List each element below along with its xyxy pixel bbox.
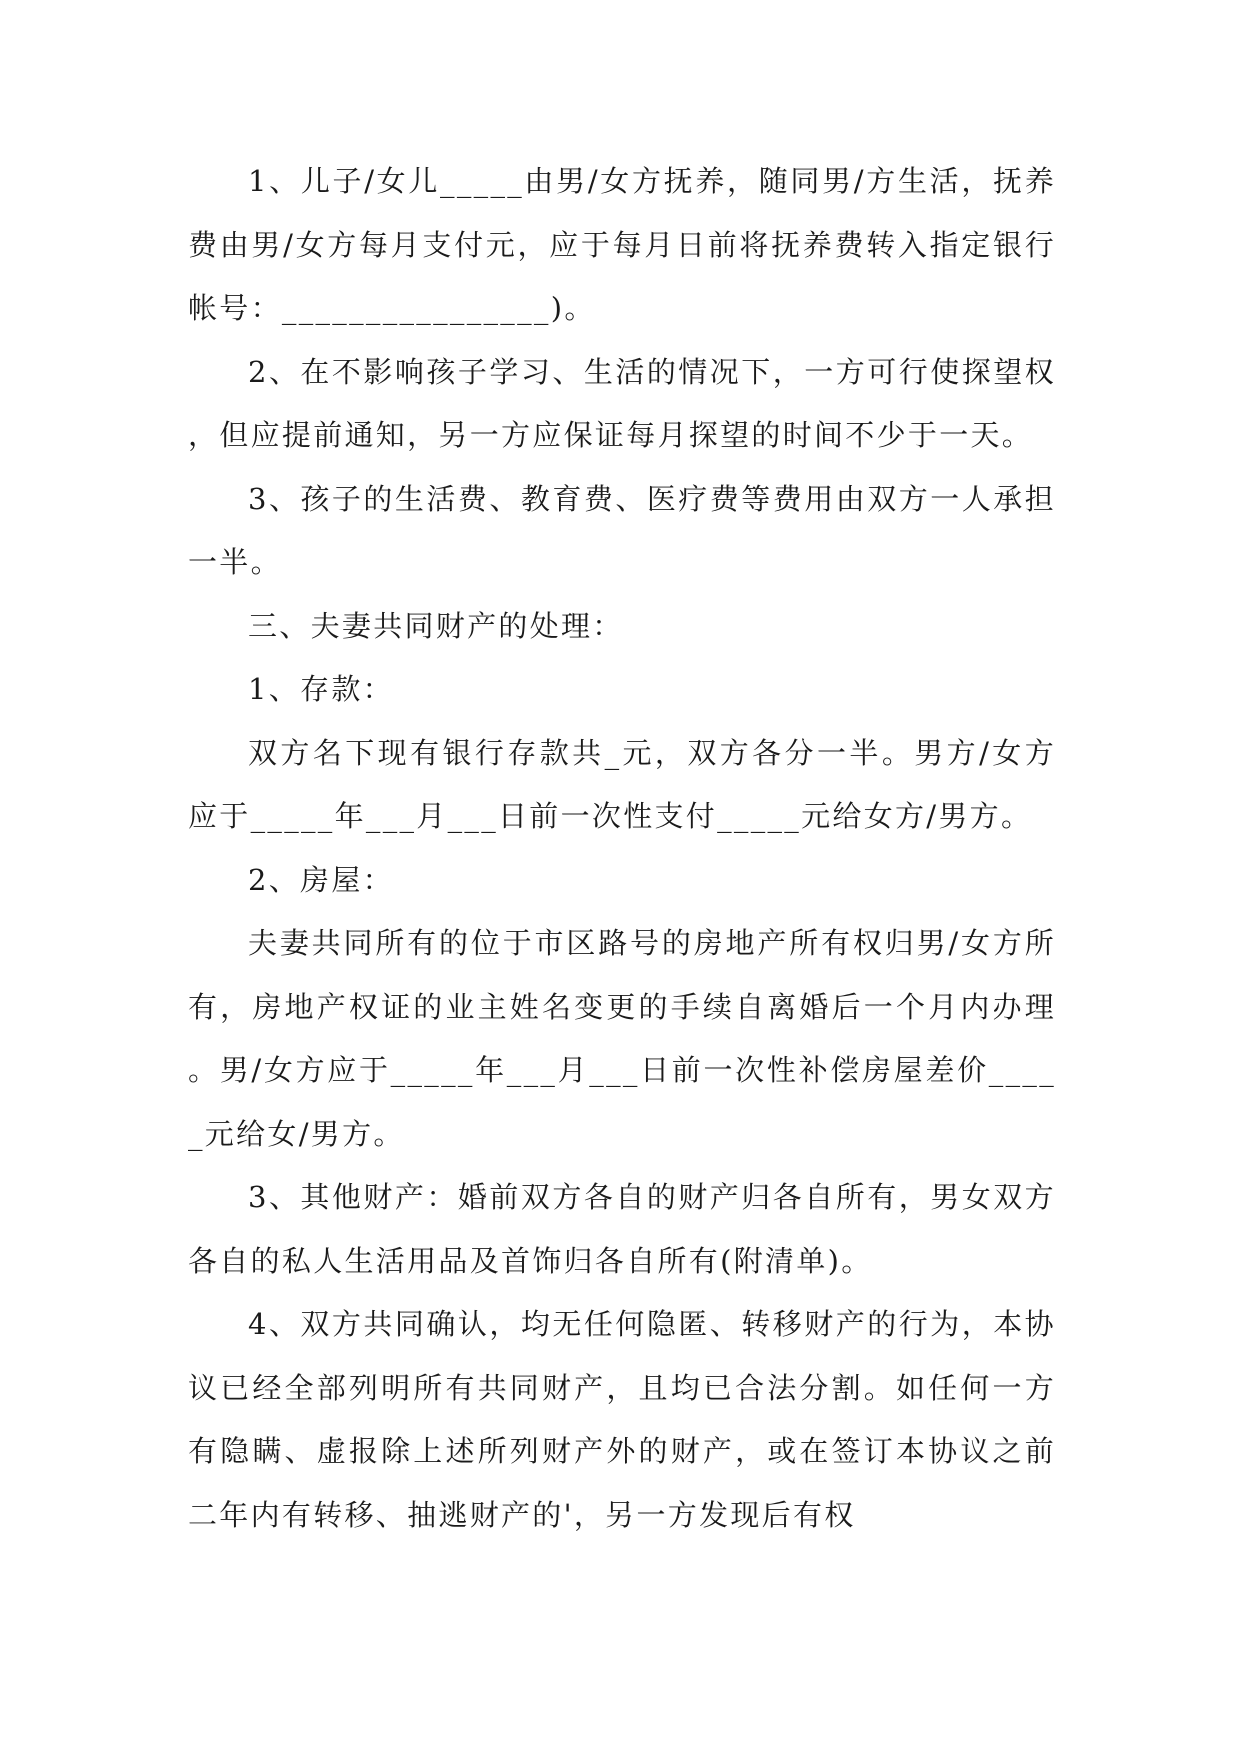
paragraph-child-custody: 1、儿子/女儿_____由男/女方抚养，随同男/方生活，抚养费由男/女方每月支付元，应于每月日前将抚养费转入指定银行帐号：________________)。: [188, 164, 1056, 325]
paragraph-other-property: 3、其他财产：婚前双方各自的财产归各自所有，男女双方各自的私人生活用品及首饰归各自所有(附清单)。: [188, 1180, 1056, 1278]
paragraph-housing: 夫妻共同所有的位于市区路号的房地产所有权归男/女方所有，房地产权证的业主姓名变更的手续自离婚后一个月内办理。男/女方应于_____年___月___日前一次性补偿房屋差价_____元给女/男方。: [188, 926, 1056, 1151]
subheading-housing: 2、房屋：: [248, 862, 394, 897]
paragraph-child-expenses: 3、孩子的生活费、教育费、医疗费等费用由双方一人承担一半。: [188, 481, 1056, 579]
subheading-deposits: 1、存款：: [248, 672, 394, 706]
paragraph-visitation-rights: 2、在不影响孩子学习、生活的情况下，一方可行使探望权，但应提前通知，另一方应保证每月探望的时间不少于一天。: [188, 354, 1056, 452]
document-page: [188, 150, 1056, 1547]
section-heading-joint-property: 三、夫妻共同财产的处理：: [248, 608, 624, 643]
paragraph-joint-confirmation: 4、双方共同确认，均无任何隐匿、转移财产的行为，本协议已经全部列明所有共同财产，且均已合法分割。如任何一方有隐瞒、虚报除上述所列财产外的财产，或在签订本协议之前二年内有转移、抽逃财产的'，另一方发现后有权: [188, 1307, 1056, 1532]
paragraph-deposits: 双方名下现有银行存款共_元，双方各分一半。男方/女方应于_____年___月___日前一次性支付_____元给女方/男方。: [188, 735, 1056, 833]
